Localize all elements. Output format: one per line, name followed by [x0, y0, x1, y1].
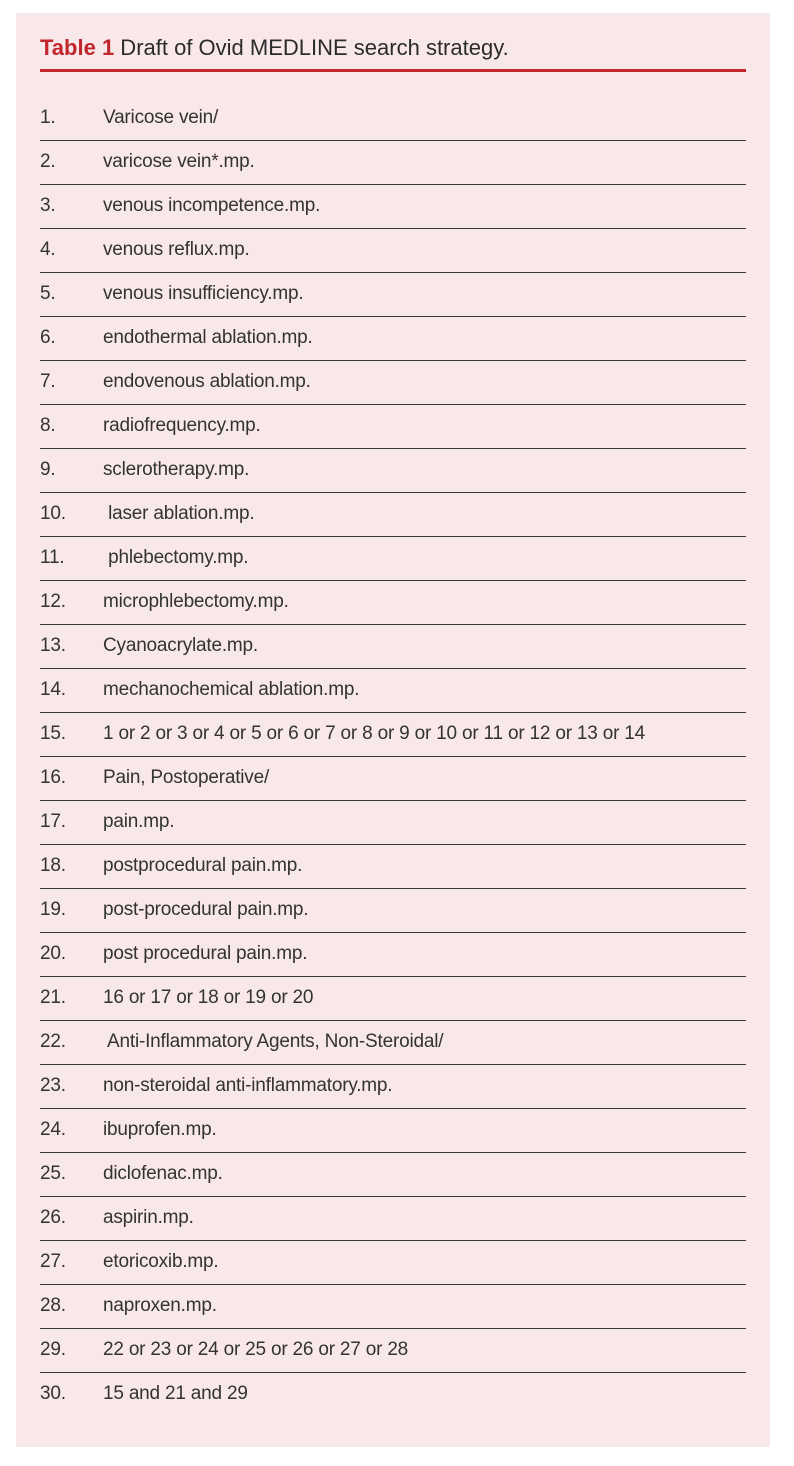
table-row: [40, 1285, 746, 1329]
row-number: 21.: [40, 987, 66, 1008]
table-row: [40, 977, 746, 1021]
search-term: radiofrequency.mp.: [103, 415, 261, 436]
search-term: Pain, Postoperative/: [103, 767, 270, 788]
search-term: venous reflux.mp.: [103, 239, 250, 260]
search-term: phlebectomy.mp.: [103, 547, 249, 568]
table-row: [40, 1109, 746, 1153]
search-term: naproxen.mp.: [103, 1295, 217, 1316]
search-term: etoricoxib.mp.: [103, 1251, 219, 1272]
search-term: venous incompetence.mp.: [103, 195, 321, 216]
row-number: 18.: [40, 855, 66, 876]
table-caption: [40, 33, 746, 72]
table-row: [40, 361, 746, 405]
search-term: 15 and 21 and 29: [103, 1383, 248, 1404]
search-term: post procedural pain.mp.: [103, 943, 308, 964]
search-term: mechanochemical ablation.mp.: [103, 679, 360, 700]
table-row: [40, 845, 746, 889]
row-number: 29.: [40, 1339, 66, 1360]
table-row: [40, 801, 746, 845]
row-number: 1.: [40, 107, 56, 128]
row-number: 11.: [40, 547, 65, 568]
table-row: [40, 537, 746, 581]
row-number: 17.: [40, 811, 66, 832]
row-number: 19.: [40, 899, 66, 920]
table-row: [40, 1197, 746, 1241]
table-row: [40, 97, 746, 141]
search-term: Varicose vein/: [103, 107, 219, 128]
table-row: [40, 1241, 746, 1285]
table-row: [40, 625, 746, 669]
search-term: 16 or 17 or 18 or 19 or 20: [103, 987, 314, 1008]
table-row: [40, 1373, 746, 1416]
row-number: 25.: [40, 1163, 66, 1184]
table-row: [40, 405, 746, 449]
search-term: non-steroidal anti-inflammatory.mp.: [103, 1075, 393, 1096]
table-row: [40, 933, 746, 977]
table-row: [40, 185, 746, 229]
row-number: 2.: [40, 151, 56, 172]
search-term: Anti-Inflammatory Agents, Non-Steroidal/: [103, 1031, 444, 1052]
row-number: 13.: [40, 635, 66, 656]
row-number: 15.: [40, 723, 66, 744]
table-row: [40, 669, 746, 713]
search-term: 22 or 23 or 24 or 25 or 26 or 27 or 28: [103, 1339, 409, 1360]
table-row: [40, 757, 746, 801]
search-term: diclofenac.mp.: [103, 1163, 223, 1184]
table-row: [40, 1021, 746, 1065]
search-term: endovenous ablation.mp.: [103, 371, 311, 392]
table-row: [40, 1329, 746, 1373]
table-title: Draft of Ovid MEDLINE search strategy.: [114, 35, 509, 60]
table-row: [40, 493, 746, 537]
row-number: 22.: [40, 1031, 66, 1052]
table-row: [40, 449, 746, 493]
row-number: 8.: [40, 415, 56, 436]
row-number: 14.: [40, 679, 66, 700]
table-row: [40, 1065, 746, 1109]
row-number: 26.: [40, 1207, 66, 1228]
row-number: 4.: [40, 239, 56, 260]
search-term: laser ablation.mp.: [103, 503, 255, 524]
table-row: [40, 1153, 746, 1197]
table-row: [40, 273, 746, 317]
row-number: 5.: [40, 283, 56, 304]
search-term: varicose vein*.mp.: [103, 151, 255, 172]
table-row: [40, 317, 746, 361]
search-term: pain.mp.: [103, 811, 175, 832]
search-term: endothermal ablation.mp.: [103, 327, 313, 348]
row-number: 30.: [40, 1383, 66, 1404]
search-term: postprocedural pain.mp.: [103, 855, 303, 876]
search-strategy-list: [40, 97, 746, 1416]
row-number: 27.: [40, 1251, 66, 1272]
table-row: [40, 229, 746, 273]
row-number: 16.: [40, 767, 66, 788]
table-row: [40, 889, 746, 933]
search-term: microphlebectomy.mp.: [103, 591, 289, 612]
row-number: 20.: [40, 943, 66, 964]
search-term: 1 or 2 or 3 or 4 or 5 or 6 or 7 or 8 or 9 or 10 or 11 or 12 or 13 or 14: [103, 723, 646, 744]
search-term: sclerotherapy.mp.: [103, 459, 250, 480]
search-term: Cyanoacrylate.mp.: [103, 635, 259, 656]
table-label: Table 1: [40, 35, 115, 60]
row-number: 9.: [40, 459, 56, 480]
row-number: 3.: [40, 195, 56, 216]
search-term: ibuprofen.mp.: [103, 1119, 217, 1140]
row-number: 7.: [40, 371, 56, 392]
search-term: venous insufficiency.mp.: [103, 283, 304, 304]
search-term: aspirin.mp.: [103, 1207, 194, 1228]
table-panel: [16, 13, 770, 1447]
row-number: 23.: [40, 1075, 66, 1096]
row-number: 28.: [40, 1295, 66, 1316]
row-number: 24.: [40, 1119, 66, 1140]
row-number: 10.: [40, 503, 66, 524]
table-row: [40, 141, 746, 185]
table-row: [40, 713, 746, 757]
table-row: [40, 581, 746, 625]
row-number: 6.: [40, 327, 56, 348]
search-term: post-procedural pain.mp.: [103, 899, 309, 920]
row-number: 12.: [40, 591, 66, 612]
